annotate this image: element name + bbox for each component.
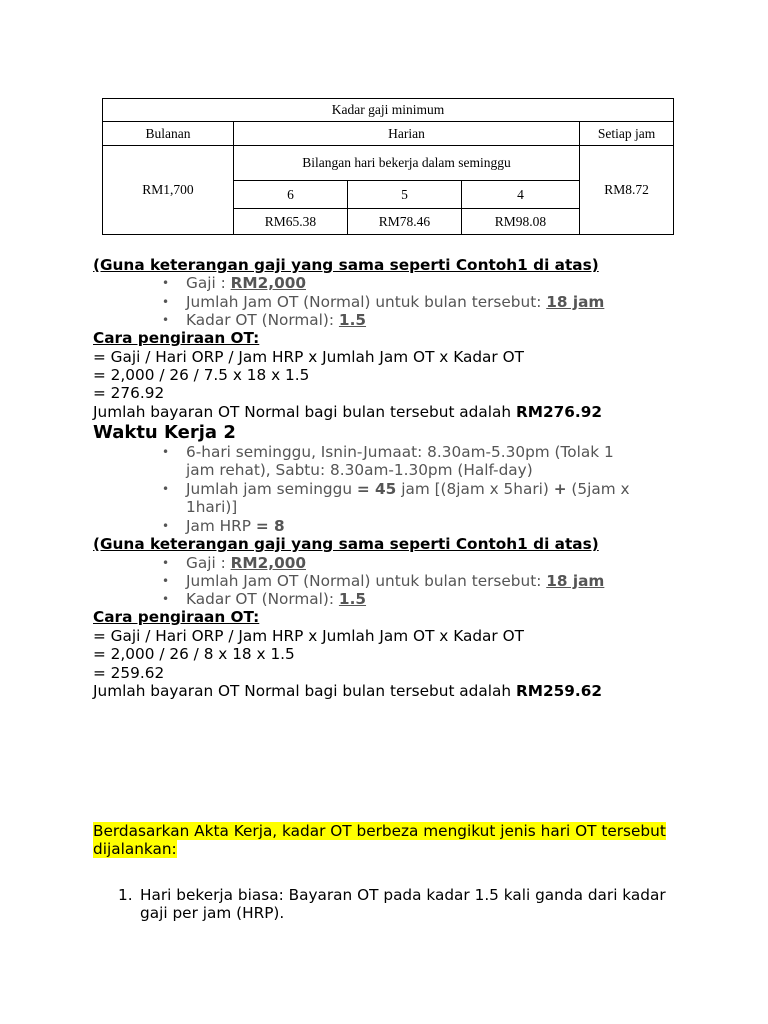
minimum-wage-table xyxy=(102,98,674,235)
bullet-value: 18 jam xyxy=(546,572,605,590)
list-item: Hari bekerja biasa: Bayaran OT pada kadar 1.5 kali ganda dari kadar gaji per jam (HRP). xyxy=(140,886,666,922)
header-setiap-jam: Setiap jam xyxy=(580,122,674,146)
daily-value-4: RM98.08 xyxy=(462,209,580,235)
bullet-label: Kadar OT (Normal): xyxy=(186,590,339,608)
summary-text: Jumlah bayaran OT Normal bagi bulan tersebut adalah xyxy=(93,403,516,421)
hourly-value: RM8.72 xyxy=(580,146,674,235)
bullet-value: 1.5 xyxy=(338,311,367,329)
highlighted-note xyxy=(93,822,678,858)
bullet-label: Kadar OT (Normal): xyxy=(186,311,339,329)
bullet-text: jam [(8jam x 5hari) xyxy=(396,480,554,498)
bullet-value: = 8 xyxy=(255,517,285,535)
header-harian: Harian xyxy=(234,122,580,146)
bullet-text: (5jam x xyxy=(566,480,630,498)
bullet-bold: + xyxy=(553,480,567,498)
bullet-kadar-ot-2 xyxy=(186,590,676,608)
bullet-jam-hrp xyxy=(186,517,676,535)
bullet-label: Gaji : xyxy=(186,554,231,572)
bullet-label: Gaji : xyxy=(186,274,231,292)
calc-title-2: Cara pengiraan OT: xyxy=(93,608,260,626)
result-1: = 276.92 xyxy=(93,384,165,402)
bullet-value: 18 jam xyxy=(546,293,605,311)
bullet-jam-ot-2 xyxy=(186,572,676,590)
calc-1: = 2,000 / 26 / 7.5 x 18 x 1.5 xyxy=(93,366,310,384)
bullet-value: RM2,000 xyxy=(230,554,306,572)
formula-1: = Gaji / Hari ORP / Jam HRP x Jumlah Jam OT x Kadar OT xyxy=(93,348,524,366)
summary-1 xyxy=(93,403,602,421)
calc-2: = 2,000 / 26 / 8 x 18 x 1.5 xyxy=(93,645,295,663)
formula-2: = Gaji / Hari ORP / Jam HRP x Jumlah Jam OT x Kadar OT xyxy=(93,627,524,645)
bullet-text: 1hari)] xyxy=(186,498,238,516)
bullet-weekly-hours xyxy=(186,480,676,516)
days-6: 6 xyxy=(234,181,348,209)
bullet-value: RM2,000 xyxy=(230,274,306,292)
bullet-kadar-ot-1 xyxy=(186,311,676,329)
bullet-gaji-1 xyxy=(186,274,676,292)
bullet-line: jam rehat), Sabtu: 8.30am-1.30pm (Half-day) xyxy=(186,461,533,479)
bullet-schedule xyxy=(186,443,676,479)
bullet-label: Jumlah Jam OT (Normal) untuk bulan tersebut: xyxy=(186,293,547,311)
bullet-value: 1.5 xyxy=(338,590,367,608)
section-heading: Waktu Kerja 2 xyxy=(93,422,236,443)
bullet-label: Jam HRP xyxy=(186,517,256,535)
calc-title-1: Cara pengiraan OT: xyxy=(93,329,260,347)
list-number: 1. xyxy=(118,886,133,904)
daily-value-6: RM65.38 xyxy=(234,209,348,235)
note-2: (Guna keterangan gaji yang sama seperti Contoh1 di atas) xyxy=(93,535,599,553)
days-4: 4 xyxy=(462,181,580,209)
monthly-value: RM1,700 xyxy=(103,146,234,235)
highlight-line: dijalankan: xyxy=(93,840,177,858)
bullet-bold: = 45 xyxy=(356,480,397,498)
daily-value-5: RM78.46 xyxy=(348,209,462,235)
days-5: 5 xyxy=(348,181,462,209)
days-subheader: Bilangan hari bekerja dalam seminggu xyxy=(234,146,580,181)
summary-2 xyxy=(93,682,602,700)
result-2: = 259.62 xyxy=(93,664,165,682)
note-1: (Guna keterangan gaji yang sama seperti Contoh1 di atas) xyxy=(93,256,599,274)
bullet-gaji-2 xyxy=(186,554,676,572)
summary-value: RM276.92 xyxy=(515,403,602,421)
bullet-label: Jumlah Jam OT (Normal) untuk bulan tersebut: xyxy=(186,572,547,590)
table-title: Kadar gaji minimum xyxy=(103,99,674,122)
header-bulanan: Bulanan xyxy=(103,122,234,146)
summary-text: Jumlah bayaran OT Normal bagi bulan tersebut adalah xyxy=(93,682,516,700)
highlight-line: Berdasarkan Akta Kerja, kadar OT berbeza mengikut jenis hari OT tersebut xyxy=(93,822,666,840)
bullet-line: 6-hari seminggu, Isnin-Jumaat: 8.30am-5.30pm (Tolak 1 xyxy=(186,443,614,461)
summary-value: RM259.62 xyxy=(515,682,602,700)
bullet-jam-ot-1 xyxy=(186,293,676,311)
bullet-text: Jumlah jam seminggu xyxy=(186,480,357,498)
